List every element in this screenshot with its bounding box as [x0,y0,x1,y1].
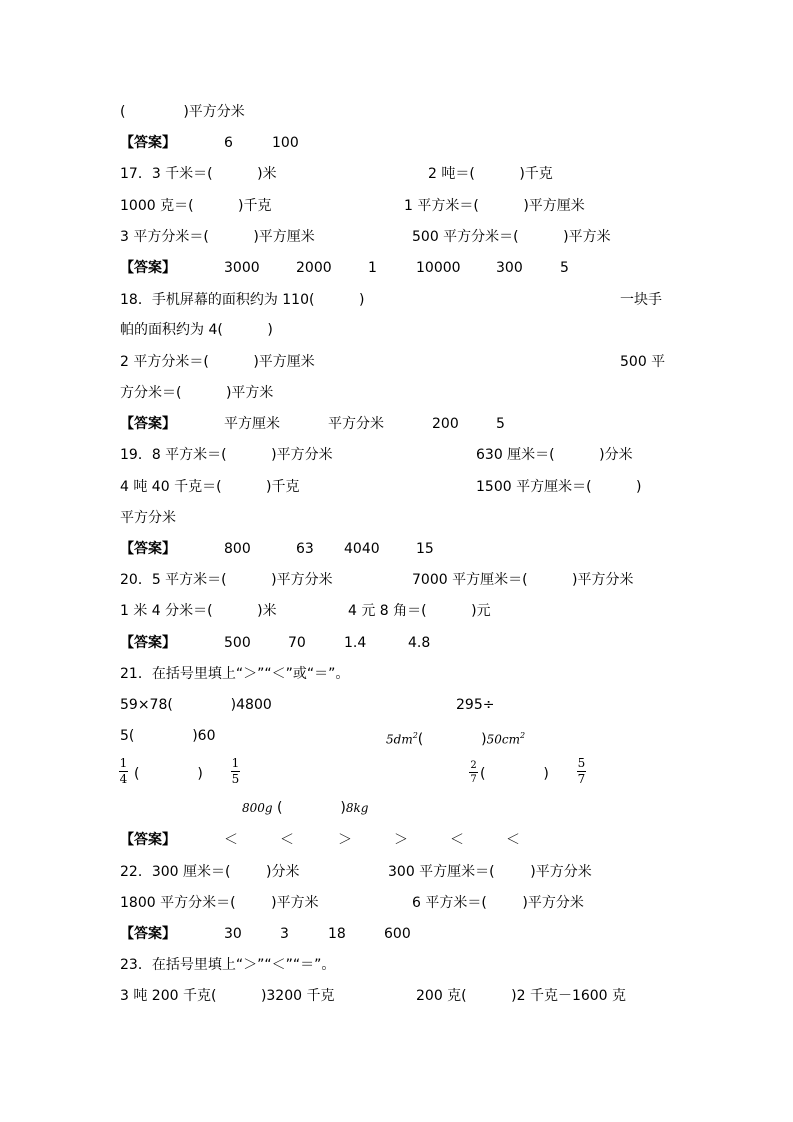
text-line: 2 平方分米＝( )平方厘米 [120,354,315,370]
text-line: 500 平方分米＝( )平方米 [412,229,611,245]
numerator: 2 [470,760,477,771]
text-line: 4 元 8 角＝( )元 [348,603,491,619]
blank-paren: ( ) [134,766,203,782]
answer-value: 平方厘米 [224,416,280,432]
text-line: 6 平方米＝( )平方分米 [412,895,584,911]
answer-value: 6 [224,135,233,151]
text-line: 方分米＝( )平方米 [120,385,274,401]
answer-value: 3000 [224,260,260,276]
answer-value: ＜ [450,832,464,848]
text-line: 帕的面积约为 4( ) [120,322,273,338]
answer-value: 平方分米 [328,416,384,432]
answer-value: 3 [280,926,289,942]
answer-label: 【答案】 [120,635,176,651]
answer-value: 18 [328,926,346,942]
text-line: 1000 克＝( )千克 [120,198,272,214]
text-line: 1500 平方厘米＝( ) [476,479,642,495]
answer-value: 100 [272,135,299,151]
question-18: 18．手机屏幕的面积约为 110( ) [120,292,365,308]
answer-value: ＜ [280,832,294,848]
answer-value: 1.4 [344,635,367,651]
fraction-5-7 [577,757,586,786]
text-line: 300 平方厘米＝( )平方分米 [388,864,592,880]
answer-value: 63 [296,541,314,557]
superscript: 2 [519,731,526,740]
answer-value: 30 [224,926,242,942]
answer-value: 5 [496,416,505,432]
answer-value: 10000 [416,260,461,276]
text-line: 1 平方米＝( )平方厘米 [404,198,585,214]
numerator: 1 [119,756,128,770]
answer-label: 【答案】 [120,416,176,432]
fraction-1-5 [231,757,240,786]
text-line: 3 平方分米＝( )平方厘米 [120,229,315,245]
text-line: 1800 平方分米＝( )平方米 [120,895,319,911]
answer-value: 15 [416,541,434,557]
denominator: 7 [577,772,586,786]
unit-expression: 8kg [345,801,369,815]
text-line: 500 平 [620,354,666,370]
answer-label: 【答案】 [120,541,176,557]
text-line: 平方分米 [120,510,176,526]
question-20: 20．5 平方米＝( )平方分米 [120,572,333,588]
answer-label: 【答案】 [120,135,176,151]
answer-value: ＞ [394,832,408,848]
text-line: 1 米 4 分米＝( )米 [120,603,277,619]
answer-value: 4.8 [408,635,431,651]
answer-value: ＜ [506,832,520,848]
fraction-bar [469,772,478,773]
answer-value: 1 [368,260,377,276]
comparison-expression [386,728,525,748]
question-22: 22．300 厘米＝( )分米 [120,864,300,880]
question-17: 17．3 千米＝( )米 [120,166,277,182]
text-line: 200 克( )2 千克－1600 克 [416,988,627,1004]
text-line: 2 吨＝( )千克 [428,166,553,182]
text-line: ( )平方分米 [120,104,245,120]
blank-paren: ( ) [277,800,346,816]
text-line: 7000 平方厘米＝( )平方分米 [412,572,634,588]
answer-label: 【答案】 [120,260,176,276]
denominator: 7 [470,774,477,785]
fraction-1-4 [119,757,128,786]
question-23: 23．在括号里填上“＞”“＜”“＝”。 [120,957,336,973]
unit-expression: 50cm [486,732,520,747]
unit-expression: 800g [242,801,273,815]
answer-value: ＜ [224,832,238,848]
answer-value: ＞ [338,832,352,848]
superscript: 2 [412,731,418,740]
answer-value: 500 [224,635,251,651]
answer-value: 2000 [296,260,332,276]
text-line: 5( )60 [120,728,216,744]
question-21: 21．在括号里填上“＞”“＜”或“＝”。 [120,666,350,682]
unit-expression: 5dm [386,732,413,747]
text-line: 630 厘米＝( )分米 [476,447,633,463]
denominator: 5 [231,772,240,786]
blank-paren: ( ) [417,731,487,748]
comparison-expression [242,800,368,816]
answer-value: 5 [560,260,569,276]
denominator: 4 [119,772,128,786]
fraction-2-7 [469,760,478,785]
answer-value: 4040 [344,541,380,557]
text-line: 3 吨 200 千克( )3200 千克 [120,988,335,1004]
text-line: 295÷ [456,697,495,713]
blank-paren: ( ) [480,766,549,782]
answer-value: 800 [224,541,251,557]
answer-label: 【答案】 [120,832,176,848]
text-line: 59×78( )4800 [120,697,272,713]
answer-value: 600 [384,926,411,942]
text-line: 4 吨 40 千克＝( )千克 [120,479,300,495]
numerator: 1 [231,756,240,770]
answer-value: 300 [496,260,523,276]
answer-value: 70 [288,635,306,651]
text-line: 一块手 [620,292,662,308]
answer-value: 200 [432,416,459,432]
numerator: 5 [577,756,586,770]
question-19: 19．8 平方米＝( )平方分米 [120,447,333,463]
answer-label: 【答案】 [120,926,176,942]
